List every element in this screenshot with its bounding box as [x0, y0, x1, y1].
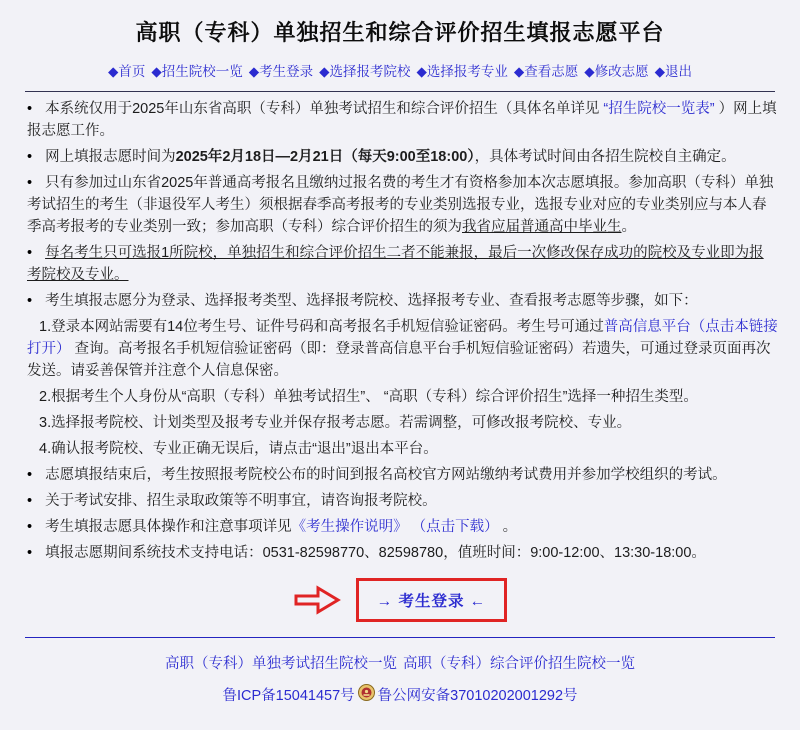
notice-list — [27, 98, 778, 564]
notice-link[interactable]: “招生院校一览表” — [603, 101, 715, 117]
notice-item — [27, 438, 778, 460]
notice-text: 2025年2月18日—2月21日（每天9:00至18:00） — [175, 149, 475, 165]
notice-item — [27, 490, 778, 512]
notice-text: ，具体考试时间由各招生院校自主确定。 — [474, 149, 736, 165]
notice-text: ）网上填报志愿工作。 — [27, 101, 777, 139]
notice-text: 。 — [621, 219, 636, 235]
notice-item — [27, 386, 778, 408]
nav-link-1[interactable]: ◆招生院校一览 — [151, 64, 243, 79]
notice-text: 填报志愿期间系统技术支持电话：0531-82598770、82598780，值班时间：9:00-12:00、13:30-18:00。 — [45, 545, 706, 561]
candidate-login-button[interactable]: → 考生登录 ← — [356, 578, 508, 622]
notice-text: 本系统仅用于2025年山东省高职（专科）单独考试招生和综合评价招生（具体名单详见 — [45, 101, 604, 117]
notice-text: 关于考试安排、招生录取政策等不明事宜，请咨询报考院校。 — [45, 493, 437, 509]
red-arrow-icon — [293, 584, 341, 616]
notice-link[interactable]: 《考生操作说明》 — [291, 519, 408, 535]
public-security-badge-icon — [358, 684, 375, 705]
page-title: 高职（专科）单独招生和综合评价招生填报志愿平台 — [135, 20, 665, 45]
notice-text: 查询。高考报名手机短信验证密码（即：登录普高信息平台手机短信验证密码）若遗失，可通过登录页面再次发送。请妥善保管并注意个人信息保密。 — [27, 341, 771, 379]
notice-text: 考生填报志愿分为登录、选择报考类型、选择报考院校、选择报考专业、查看报考志愿等步骤，如下： — [45, 293, 698, 309]
main-nav — [0, 60, 800, 80]
nav-link-6[interactable]: ◆修改志愿 — [584, 64, 649, 79]
notice-item — [27, 412, 778, 434]
footer-college-links — [0, 652, 800, 673]
footer-link-1[interactable]: 高职（专科）综合评价招生院校一览 — [403, 656, 635, 672]
notice-item — [27, 98, 778, 142]
notice-text: 3.选择报考院校、计划类型及报考专业并保存报考志愿。若需调整，可修改报考院校、专业。 — [39, 415, 632, 431]
icp-license-link[interactable]: 鲁ICP备15041457号 — [222, 688, 355, 704]
notice-text: 考生填报志愿具体操作和注意事项详见 — [45, 519, 292, 535]
footer — [0, 652, 800, 705]
notice-text: 4.确认报考院校、专业正确无误后，请点击“退出”退出本平台。 — [39, 441, 438, 457]
notice-text: 每名考生只可选报1所院校，单独招生和综合评价招生二者不能兼报，最后一次修改保存成功的院校及专业即为报考院校及专业。 — [27, 245, 764, 283]
notice-text: 网上填报志愿时间为 — [45, 149, 176, 165]
nav-link-7[interactable]: ◆退出 — [654, 64, 693, 79]
nav-link-3[interactable]: ◆选择报考院校 — [319, 64, 411, 79]
notice-text: 只有参加过山东省2025年普通高考报名且缴纳过报名费的考生才有资格参加本次志愿填报。参加高职（专科）单独考试招生的考生（非退役军人考生）须根据春季高考报考的专业类别选报专业，选报专业对应的专业类别应与本人春季高考报考的专业类别一致；参加高职（专科）综合评价招生的须为 — [27, 175, 774, 235]
notice-item — [27, 242, 778, 286]
nav-link-4[interactable]: ◆选择报考专业 — [416, 64, 508, 79]
notice-item — [27, 464, 778, 486]
notice-text: 2.根据考生个人身份从“高职（专科）单独考试招生”、 “高职（专科）综合评价招生”选择一种招生类型。 — [39, 389, 698, 405]
notice-text: 。 — [498, 519, 518, 535]
notice-link[interactable]: （点击下载） — [411, 519, 499, 535]
public-security-filing-link[interactable]: 鲁公网安备37010202001292号 — [377, 688, 578, 704]
nav-link-0[interactable]: ◆首页 — [107, 64, 146, 79]
notice-item — [27, 542, 778, 564]
notice-link[interactable]: 普高信息平台（点击本链接打开） — [27, 319, 778, 357]
notice-item — [27, 146, 778, 168]
notice-text: 1.登录本网站需要有14位考生号、证件号码和高考报名手机短信验证密码。考生号可通过 — [39, 319, 604, 335]
notice-item — [27, 172, 778, 238]
notice-item — [27, 290, 778, 312]
nav-link-5[interactable]: ◆查看志愿 — [513, 64, 579, 79]
notice-item — [27, 316, 778, 382]
nav-link-2[interactable]: ◆考生登录 — [248, 64, 314, 79]
footer-link-0[interactable]: 高职（专科）单独考试招生院校一览 — [165, 656, 397, 672]
login-row — [0, 578, 800, 622]
notice-text: 志愿填报结束后，考生按照报考院校公布的时间到报名高校官方网站缴纳考试费用并参加学校组织的考试。 — [45, 467, 727, 483]
footer-registration-line — [0, 684, 800, 705]
notice-item — [27, 516, 778, 538]
notice-text: 我省应届普通高中毕业生 — [462, 219, 622, 235]
header-divider — [25, 91, 775, 92]
footer-divider — [25, 637, 775, 638]
